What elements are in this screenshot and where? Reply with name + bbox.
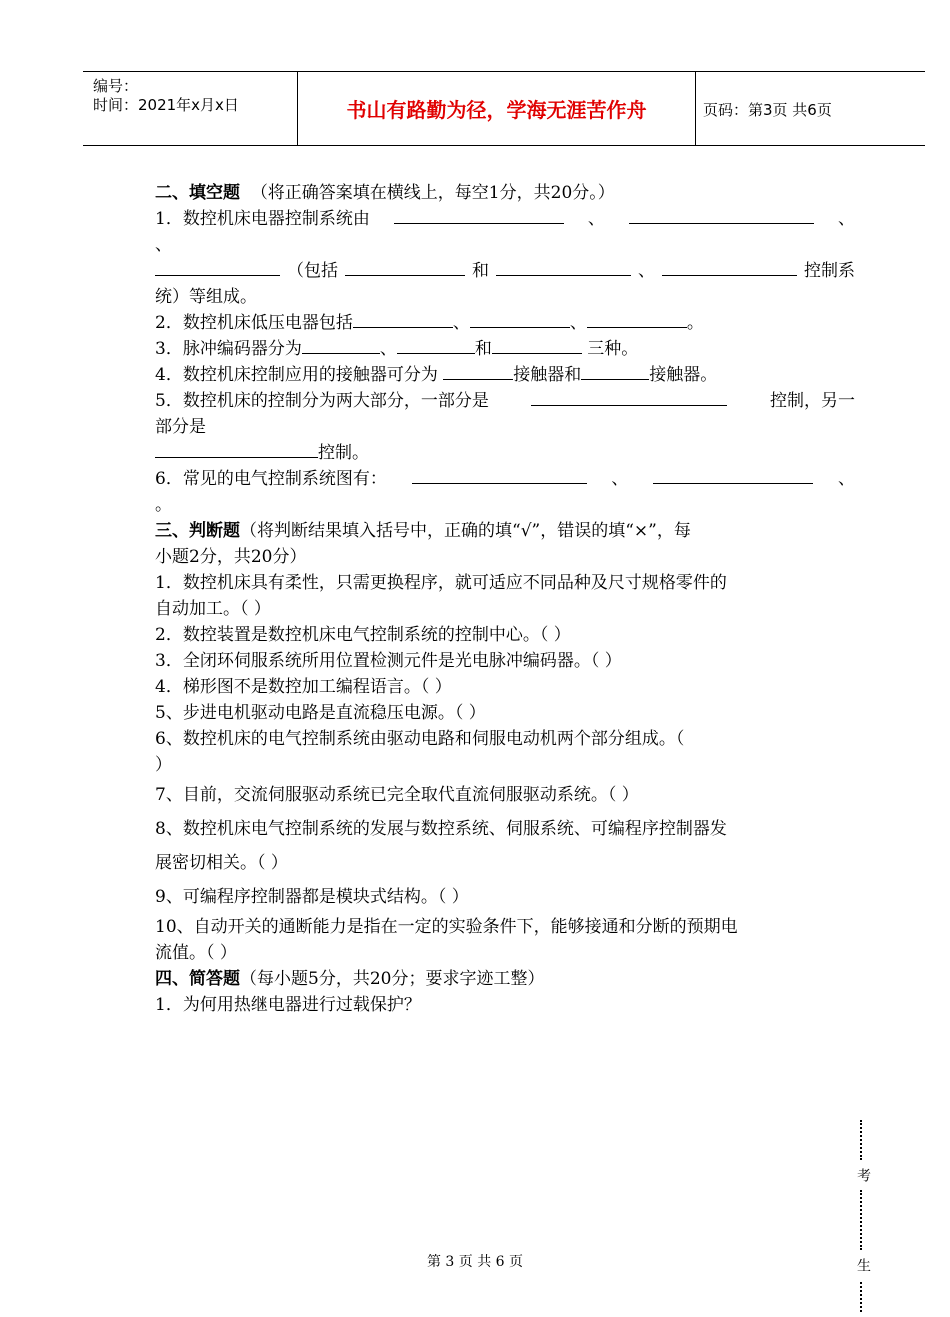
- time-label: 时间：2021年x月x日: [93, 96, 239, 114]
- question-line: [155, 812, 855, 846]
- question-line: [155, 596, 855, 622]
- side-label: 生: [855, 1258, 871, 1272]
- question-line: [155, 914, 855, 940]
- section3-instruction: 小题2分，共20分）: [155, 547, 307, 567]
- q-text: 2．数控机床低压电器包括: [155, 313, 353, 333]
- q-text: 。: [686, 313, 704, 333]
- question-line: [155, 414, 855, 440]
- answer-blank: [629, 206, 814, 224]
- q-text: 流值。（ ）: [155, 943, 237, 963]
- q-text: 部分是: [155, 417, 206, 437]
- q-text: 1．数控机床具有柔性，只需更换程序，就可适应不同品种及尺寸规格零件的: [155, 573, 727, 593]
- separator: 、: [837, 469, 855, 489]
- section-title-short-answer: [155, 966, 855, 992]
- q-text: 接触器和: [513, 365, 582, 385]
- q-text: 控制，另一: [769, 391, 855, 411]
- exam-content: [155, 180, 855, 1018]
- question-line: [155, 362, 855, 388]
- separator: 、: [638, 261, 655, 281]
- q-text: 9、可编程序控制器都是模块式结构。（ ）: [155, 887, 469, 907]
- section-title-judgement: [155, 518, 855, 544]
- separator: 、: [569, 313, 587, 333]
- q-text: 三种。: [587, 339, 639, 359]
- separator: 、: [155, 235, 172, 255]
- separator: 、: [587, 209, 605, 229]
- q-text: 8、数控机床电气控制系统的发展与数控系统、伺服系统、可编程序控制器发: [155, 819, 727, 839]
- separator: 、: [611, 469, 629, 489]
- q-text: 控制。: [318, 443, 369, 463]
- q-text: 2．数控装置是数控机床电气控制系统的控制中心。（ ）: [155, 625, 571, 645]
- answer-blank: [345, 258, 465, 276]
- q-text: 和: [472, 261, 489, 281]
- q-text: 1．为何用热继电器进行过载保护？: [155, 995, 421, 1015]
- question-line: [155, 846, 855, 880]
- question-line: [155, 544, 855, 570]
- question-line: [155, 284, 855, 310]
- q-text: 3．脉冲编码器分为: [155, 339, 302, 359]
- answer-blank: [531, 388, 727, 406]
- question-line: [155, 466, 855, 492]
- answer-blank: [581, 362, 649, 380]
- question-line: [155, 940, 855, 966]
- separator: 、: [379, 339, 397, 359]
- answer-blank: [492, 336, 582, 354]
- section4-instruction: （每小题5分，共20分；要求字迹工整）: [240, 969, 545, 989]
- question-line: [155, 492, 855, 518]
- binding-line-dots: [860, 1190, 862, 1250]
- q-text: 7、目前，交流伺服驱动系统已完全取代直流伺服驱动系统。（ ）: [155, 785, 639, 805]
- section2-title: 二、填空题: [155, 183, 240, 203]
- question-line: [155, 726, 855, 752]
- number-label: 编号：: [93, 77, 139, 95]
- question-line: [155, 336, 855, 362]
- q-text: 接触器。: [649, 365, 718, 385]
- q-text: （包括: [287, 261, 338, 281]
- q-text: 。: [155, 495, 172, 515]
- question-line: [155, 206, 855, 232]
- q-text: 10、自动开关的通断能力是指在一定的实验条件下，能够接通和分断的预期电: [155, 917, 738, 937]
- question-line: [155, 570, 855, 596]
- page-header: [83, 71, 925, 146]
- header-left: [93, 77, 239, 115]
- question-line: [155, 700, 855, 726]
- answer-blank: [155, 440, 318, 458]
- answer-blank: [662, 258, 797, 276]
- q-text: 6．常见的电气控制系统图有：: [155, 469, 387, 489]
- answer-blank: [353, 310, 453, 328]
- q-text: 4．数控机床控制应用的接触器可分为: [155, 365, 438, 385]
- separator: 、: [837, 209, 855, 229]
- question-line: [155, 258, 855, 284]
- question-line: [155, 388, 855, 414]
- answer-blank: [397, 336, 475, 354]
- question-line: [155, 880, 855, 914]
- separator: 、: [452, 313, 470, 333]
- answer-blank: [653, 466, 813, 484]
- answer-blank: [443, 362, 513, 380]
- q-text: 5、步进电机驱动电路是直流稳压电源。（ ）: [155, 703, 486, 723]
- question-line: [155, 440, 855, 466]
- answer-blank: [302, 336, 380, 354]
- answer-blank: [412, 466, 587, 484]
- side-label: 考: [855, 1168, 871, 1182]
- q-text: 6、数控机床的电气控制系统由驱动电路和伺服电动机两个部分组成。（: [155, 729, 685, 749]
- q-text: ）: [155, 755, 172, 775]
- q-text: 控制系: [804, 261, 855, 281]
- question-line: [155, 310, 855, 336]
- header-motto: 书山有路勤为径，学海无涯苦作舟: [346, 98, 647, 122]
- answer-blank: [496, 258, 631, 276]
- page-footer: 第 3 页 共 6 页: [426, 1254, 524, 1270]
- answer-blank: [394, 206, 564, 224]
- binding-line-dots: [860, 1120, 862, 1160]
- q-text: 4．梯形图不是数控加工编程语言。（ ）: [155, 677, 452, 697]
- q-text: 和: [474, 339, 492, 359]
- section4-title: 四、简答题: [155, 969, 240, 989]
- section-title-fill-blank: [155, 180, 855, 206]
- section3-instruction: （将判断结果填入括号中，正确的填“√”，错误的填“×”，每: [240, 521, 691, 541]
- question-line: [155, 778, 855, 812]
- section3-title: 三、判断题: [155, 521, 240, 541]
- section2-instruction: （将正确答案填在横线上，每空1分，共20分。）: [250, 183, 615, 203]
- question-line: [155, 622, 855, 648]
- question-line: [155, 992, 855, 1018]
- q-text: 5．数控机床的控制分为两大部分，一部分是: [155, 391, 489, 411]
- q-text: 展密切相关。（ ）: [155, 853, 288, 873]
- answer-blank: [587, 310, 687, 328]
- q-text: 3．全闭环伺服系统所用位置检测元件是光电脉冲编码器。（ ）: [155, 651, 622, 671]
- header-divider: [695, 72, 696, 145]
- header-page-info: 页码：第3页 共6页: [703, 101, 832, 119]
- answer-blank: [470, 310, 570, 328]
- question-line: [155, 674, 855, 700]
- q-text: 自动加工。（ ）: [155, 599, 271, 619]
- answer-blank: [155, 258, 280, 276]
- q-text: 1．数控机床电器控制系统由: [155, 209, 370, 229]
- q-text: 统）等组成。: [155, 287, 257, 307]
- question-line: [155, 232, 855, 258]
- question-line: [155, 752, 855, 778]
- question-line: [155, 648, 855, 674]
- binding-line-dots: [860, 1282, 862, 1312]
